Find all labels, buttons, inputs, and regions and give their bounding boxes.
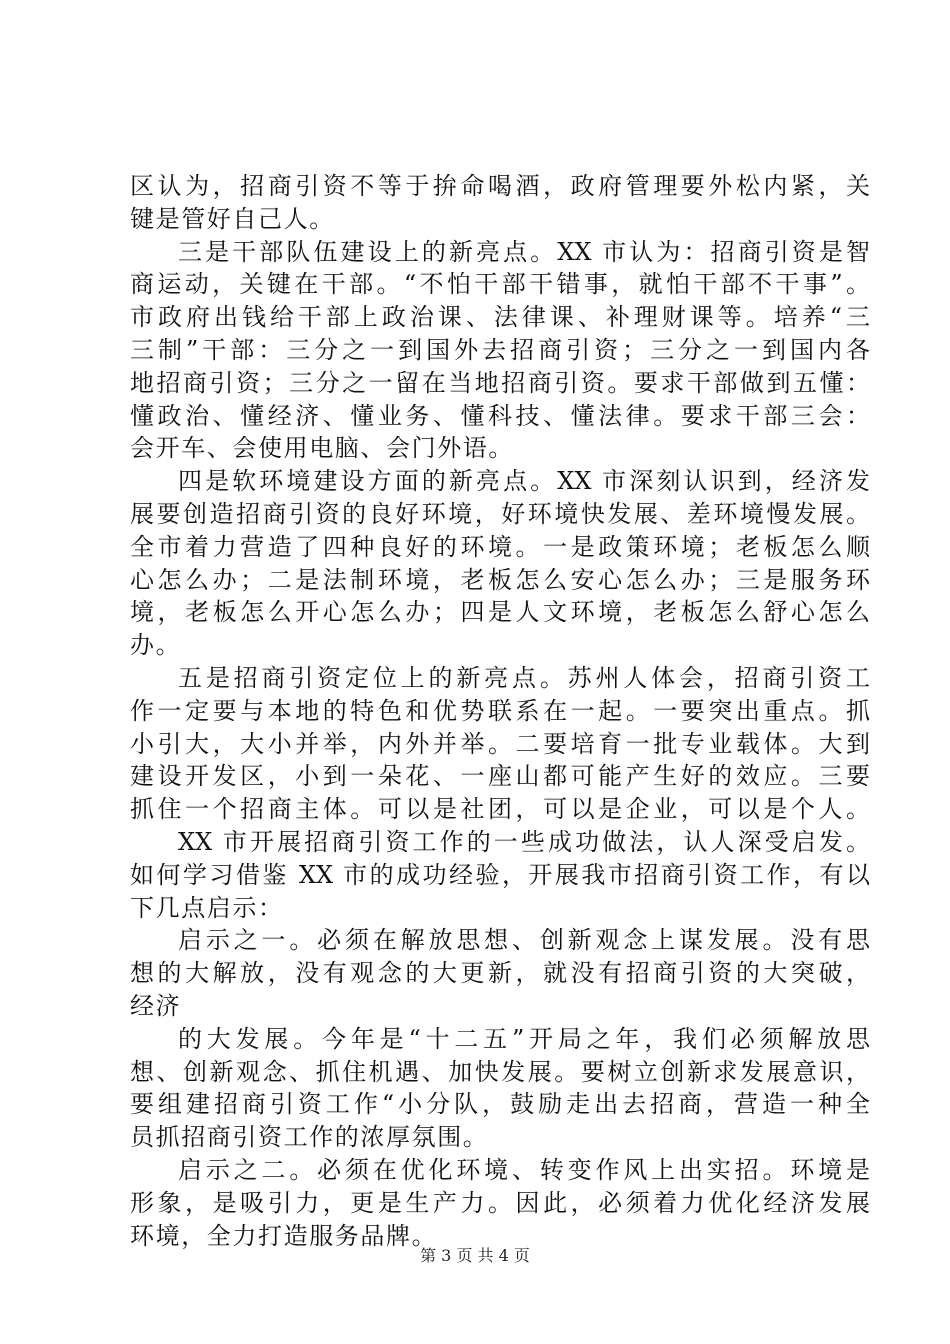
- text-line: 全市着力营造了四种良好的环境。一是政策环境；老板怎么顺: [130, 532, 870, 561]
- text-line: 四是软环境建设方面的新亮点。XX 市深刻认识到，经济发: [178, 467, 870, 496]
- text-line: 市政府出钱给干部上政治课、法律课、补理财课等。培养“三: [130, 303, 870, 332]
- text-line: 如何学习借鉴 XX 市的成功经验，开展我市招商引资工作，有以: [130, 860, 870, 889]
- text-line: 想的大解放，没有观念的大更新，就没有招商引资的大突破，: [130, 959, 870, 988]
- text-line: 五是招商引资定位上的新亮点。苏州人体会，招商引资工: [178, 663, 870, 692]
- text-line: 三是干部队伍建设上的新亮点。XX 市认为：招商引资是智: [178, 237, 870, 266]
- text-line: 区认为，招商引资不等于拚命喝酒，政府管理要外松内紧，关: [130, 172, 870, 200]
- text-line: 启示之一。必须在解放思想、创新观念上谋发展。没有思: [178, 926, 870, 955]
- text-line: 环境，全力打造服务品牌。: [130, 1221, 438, 1250]
- text-line: 小引大，大小并举，内外并举。二要培育一批专业载体。大到: [130, 729, 870, 758]
- text-line: 想、创新观念、抓住机遇、加快发展。要树立创新求发展意识，: [130, 1057, 870, 1086]
- text-line: XX 市开展招商引资工作的一些成功做法，认人深受启发。: [178, 827, 870, 856]
- text-line: 商运动，关键在干部。“不怕干部干错事，就怕干部不干事”。: [130, 270, 870, 299]
- text-line: 懂政治、懂经济、懂业务、懂科技、懂法律。要求干部三会：: [130, 401, 870, 430]
- text-line: 抓住一个招商主体。可以是社团，可以是企业，可以是个人。: [130, 795, 870, 824]
- text-line: 地招商引资；三分之一留在当地招商引资。要求干部做到五懂：: [130, 368, 870, 397]
- text-line: 展要创造招商引资的良好环境，好环境快发展、差环境慢发展。: [130, 499, 870, 528]
- text-line: 办。: [130, 631, 182, 660]
- text-line: 会开车、会使用电脑、会门外语。: [130, 434, 514, 463]
- text-line: 下几点启示：: [130, 893, 284, 922]
- text-line: 的大发展。今年是“十二五”开局之年，我们必须解放思: [178, 1024, 870, 1053]
- text-line: 境，老板怎么开心怎么办；四是人文环境，老板怎么舒心怎么: [130, 598, 870, 627]
- text-line: 键是管好自己人。: [130, 204, 335, 233]
- text-line: 作一定要与本地的特色和优势联系在一起。一要突出重点。抓: [130, 696, 870, 725]
- text-line: 心怎么办；二是法制环境，老板怎么安心怎么办；三是服务环: [130, 565, 870, 594]
- text-line: 启示之二。必须在优化环境、转变作风上出实招。环境是: [178, 1155, 870, 1184]
- page-footer: 第 3 页 共 4 页: [420, 1246, 530, 1265]
- text-line: 员抓招商引资工作的浓厚氛围。: [130, 1123, 489, 1152]
- text-line: 三制”干部：三分之一到国外去招商引资；三分之一到国内各: [130, 335, 870, 364]
- text-line: 要组建招商引资工作“小分队，鼓励走出去招商，营造一种全: [130, 1090, 870, 1119]
- text-line: 经济: [130, 991, 182, 1020]
- document-body: [130, 170, 870, 1252]
- text-line: 建设开发区，小到一朵花、一座山都可能产生好的效应。三要: [130, 762, 870, 791]
- text-line: 形象，是吸引力，更是生产力。因此，必须着力优化经济发展: [130, 1188, 870, 1217]
